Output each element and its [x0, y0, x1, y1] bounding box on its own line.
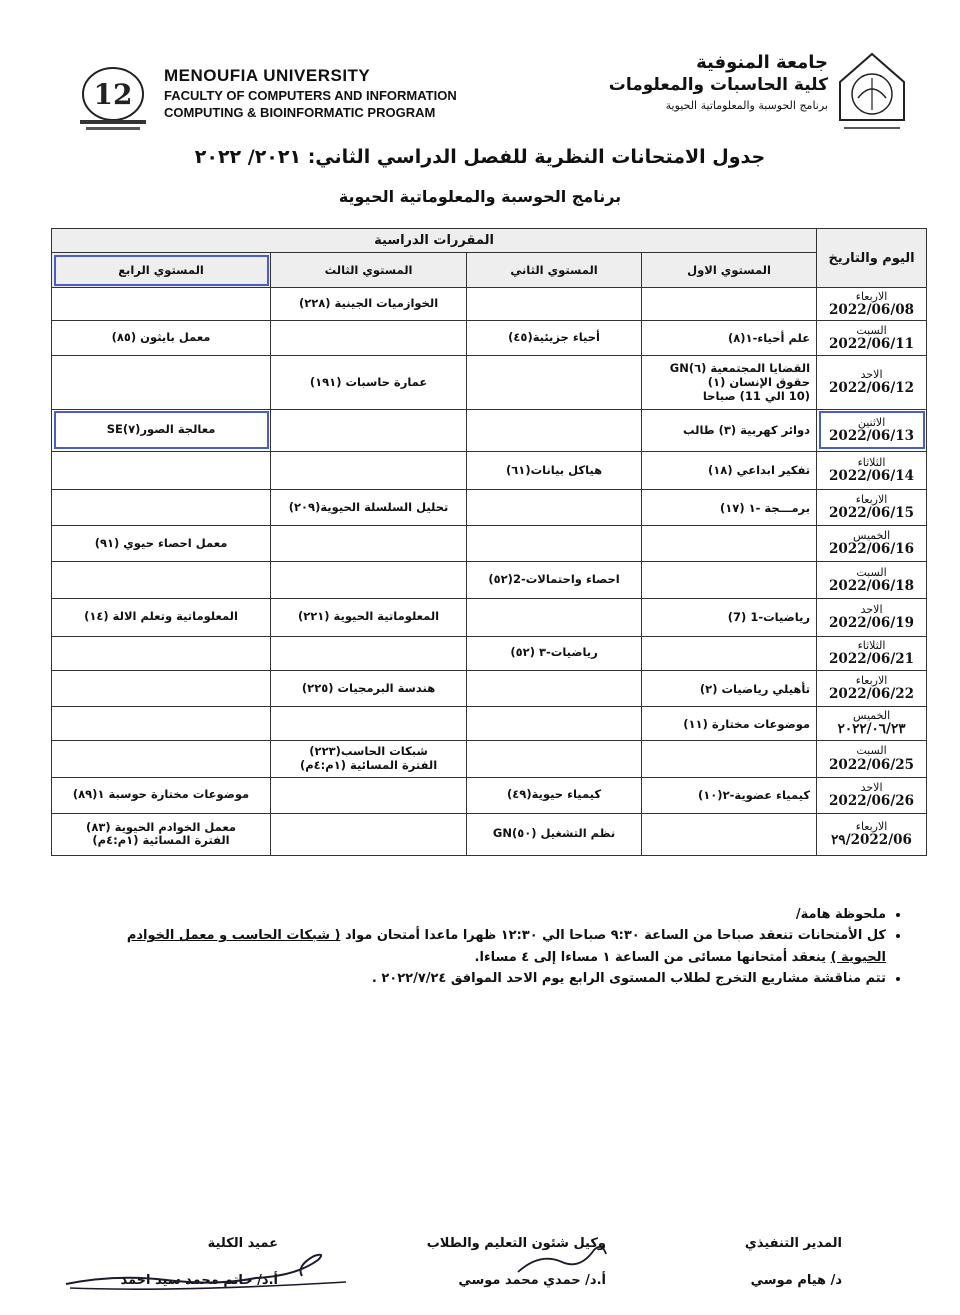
note-exam-times-evening: ينعقد أمتحانها مسائى من الساعة ١ مساءا إلى ٤ مساءا.: [474, 949, 831, 965]
day-name: السبت: [856, 565, 887, 579]
day-date-cell: [817, 813, 927, 855]
course-name: هياكل بيانات(٦١): [506, 462, 603, 477]
level-1-course-cell: [642, 813, 817, 855]
table-row: [52, 356, 927, 409]
table-row: [52, 490, 927, 526]
day-name: الاربعاء: [855, 674, 888, 688]
note-graduation-projects: • تتم مناقشة مشاريع التخرج لطلاب المستوى الرابع يوم الاحد الموافق ٢٠٢٢/٧/٢٤ .: [80, 968, 886, 989]
course-name: الخوازميات الجينية (٢٢٨): [298, 296, 439, 311]
level-3-course-cell: [271, 777, 467, 813]
dean-name: أ.د/ حاتم محمد سيد احمد: [120, 1273, 278, 1288]
svg-text:12: 12: [93, 78, 133, 111]
exam-date: 2022/06/21: [829, 650, 915, 667]
level-1-course-cell: [642, 670, 817, 706]
executive-title: المدير التنفيذي: [744, 1236, 842, 1251]
day-name: السبت: [856, 744, 887, 758]
level-4-course-cell: [52, 741, 271, 777]
table-row: [52, 321, 927, 356]
faculty-name-ar: كلية الحاسبات والمعلومات: [608, 75, 828, 95]
page-title: جدول الامتحانات النظرية للفصل الدراسي الثاني: ٢٠٢١/ ٢٠٢٢: [194, 146, 766, 168]
level-1-course-cell: [642, 526, 817, 562]
day-date-cell: [817, 562, 927, 598]
table-row: [52, 777, 927, 813]
university-name-ar: جامعة المنوفية: [696, 52, 828, 73]
table-row: [52, 562, 927, 598]
exam-date: 2022/06/26: [829, 792, 915, 809]
arabic-header: [609, 52, 828, 112]
level-2-course-cell: [467, 670, 642, 706]
level-1-course-cell: [642, 777, 817, 813]
course-name: احصاء واحتمالات-2(٥٢): [488, 572, 620, 587]
level-3-course-cell: [271, 598, 467, 636]
level-3-course-cell: [271, 321, 467, 356]
exam-date: 2022/06/12: [829, 380, 915, 397]
level-2-course-cell: [467, 451, 642, 489]
note-exam-times: [80, 925, 886, 968]
day-name: الخميس: [852, 529, 891, 543]
table-row: [52, 636, 927, 670]
level-4-course-cell: [52, 636, 271, 670]
level-1-course-cell: [642, 409, 817, 451]
level-2-course-cell: [467, 490, 642, 526]
level-2-course-cell: [467, 598, 642, 636]
note-exam-times-text: كل الأمتحانات تنعقد صباحا من الساعة ٩:٣٠ صباحا الي ١٢:٣٠ ظهرا ماعدا أمتحان مواد: [340, 928, 886, 944]
course-name: المعلوماتية وتعلم الالة (١٤): [84, 609, 238, 624]
day-date-cell: [817, 777, 927, 813]
course-name: معمل بايثون (٨٥): [111, 330, 211, 345]
course-name: رياضيات-1 (7): [727, 610, 811, 625]
course-name: عمارة حاسبات (١٩١): [309, 374, 428, 389]
program-name-en: COMPUTING & BIOINFORMATIC PROGRAM: [164, 105, 436, 120]
university-name-en: MENOUFIA UNIVERSITY: [164, 66, 371, 85]
day-name: الاثنين: [857, 415, 886, 429]
level-1-course-cell: [642, 707, 817, 741]
course-name: معالجة الصور(٧)SE: [106, 422, 216, 437]
level-2-course-cell: [467, 356, 642, 409]
exam-date: 2022/06/13: [829, 427, 915, 444]
level-3-course-cell: [271, 636, 467, 670]
level-4-course-cell: [52, 409, 271, 451]
dean-title: عميد الكلية: [207, 1236, 278, 1251]
level-3-course-cell: [271, 490, 467, 526]
course-name: المعلوماتية الحيوية (٢٢١): [297, 609, 440, 624]
day-name: الخميس: [852, 709, 891, 723]
level-1-course-cell: [642, 598, 817, 636]
day-name: الاحد: [860, 368, 883, 382]
exam-date: 2022/06/٢٩: [831, 831, 912, 848]
level-1-course-cell: [642, 451, 817, 489]
table-row: [52, 451, 927, 489]
level-4-course-cell: [52, 288, 271, 321]
day-date-cell: [817, 288, 927, 321]
course-name: القضايا المجتمعية (٦)GN حقوق الإنسان (١) (10 الي 11) صباحا: [669, 361, 811, 404]
day-date-cell: [817, 321, 927, 356]
table-row: [52, 813, 927, 855]
level-3-course-cell: [271, 707, 467, 741]
course-name: رياضيات-٣ (٥٢): [510, 645, 598, 660]
level-1-course-cell: [642, 321, 817, 356]
university-seal: [836, 50, 908, 140]
level-4-course-cell: [52, 562, 271, 598]
level-2-course-cell: [467, 409, 642, 451]
exam-date: 2022/06/22: [829, 686, 915, 703]
day-name: الاحد: [860, 602, 883, 616]
day-name: الثلاثاء: [857, 455, 886, 469]
vice-dean-title: وكيل شئون التعليم والطلاب: [426, 1236, 606, 1251]
signature-executive: [745, 1236, 842, 1288]
course-name: موضوعات مختارة حوسبة ١(٨٩): [72, 787, 250, 802]
level-3-course-cell: [271, 409, 467, 451]
exam-date: 2022/06/14: [829, 468, 915, 485]
exam-date: 2022/06/16: [829, 541, 915, 558]
level-2-course-cell: [467, 813, 642, 855]
day-name: السبت: [856, 323, 887, 337]
course-name: موضوعات مختارة (١١): [683, 716, 811, 731]
exam-date: ٢٠٢٢/٠٦/٢٣: [837, 721, 906, 738]
level-2-course-cell: [467, 321, 642, 356]
level-1-course-cell: [642, 490, 817, 526]
course-name: تحليل السلسلة الحيوية(٢٠٩): [288, 499, 449, 514]
level-3-header: المستوي الثالث: [271, 253, 467, 288]
exam-date: 2022/06/19: [829, 614, 915, 631]
day-date-cell: [817, 526, 927, 562]
course-name: كيمياء عضوية-٢(١٠): [697, 788, 811, 803]
day-date-cell: [817, 741, 927, 777]
vice-dean-handwritten-signature: [510, 1232, 620, 1290]
level-2-course-cell: [467, 777, 642, 813]
level-1-course-cell: [642, 636, 817, 670]
level-4-course-cell: [52, 490, 271, 526]
level-4-course-cell: [52, 707, 271, 741]
level-3-course-cell: [271, 741, 467, 777]
note-exam-times-subjects: ( شبكات الحاسب و معمل الخوادم الحيوية ): [126, 928, 886, 965]
level-3-course-cell: [271, 526, 467, 562]
course-name: تفكير ابداعي (١٨): [708, 463, 811, 478]
table-row: [52, 409, 927, 451]
table-row: [52, 526, 927, 562]
level-4-course-cell: [52, 598, 271, 636]
level-3-course-cell: [271, 670, 467, 706]
day-name: الاربعاء: [855, 493, 888, 507]
faculty-name-en: FACULTY OF COMPUTERS AND INFORMATION: [164, 88, 457, 103]
level-3-course-cell: [271, 451, 467, 489]
level-2-header: المستوي الثاني: [467, 253, 642, 288]
program-name-ar: برنامج الحوسبة والمعلوماتية الحيوية: [665, 99, 828, 112]
exam-date: 2022/06/18: [829, 577, 915, 594]
day-date-cell: [817, 598, 927, 636]
day-date-cell: [817, 451, 927, 489]
exam-schedule-table: [51, 228, 926, 856]
table-row: [52, 707, 927, 741]
letterhead: [0, 40, 960, 140]
level-4-course-cell: [52, 321, 271, 356]
level-4-course-cell: [52, 777, 271, 813]
exam-date: 2022/06/08: [829, 301, 915, 318]
course-name: معمل الخوادم الحيوية (٨٣) الفترة المسائية (١م:٤م): [86, 819, 236, 848]
level-4-course-cell: [52, 356, 271, 409]
level-3-course-cell: [271, 562, 467, 598]
level-4-course-cell: [52, 813, 271, 855]
level-3-course-cell: [271, 288, 467, 321]
table-row: [52, 288, 927, 321]
dean-handwritten-signature: [56, 1236, 356, 1298]
exam-date: 2022/06/25: [829, 756, 915, 773]
day-name: الاحد: [860, 780, 883, 794]
faculty-logo: [72, 64, 154, 136]
exam-date: 2022/06/11: [829, 335, 915, 352]
course-name: هندسة البرمجيات (٢٢٥): [301, 680, 436, 695]
course-name: معمل احصاء حيوي (٩١): [94, 535, 228, 550]
level-1-course-cell: [642, 562, 817, 598]
course-name: تأهيلي رياضيات (٢): [699, 681, 811, 696]
notes-heading: • ملحوظة هامة/: [80, 904, 886, 925]
day-name: الاربعاء: [855, 819, 888, 833]
day-date-header: اليوم والتاريخ: [817, 229, 927, 288]
day-name: الاربعاء: [855, 289, 888, 303]
day-name: الثلاثاء: [857, 638, 886, 652]
table-row: [52, 741, 927, 777]
english-header: [164, 66, 457, 120]
level-2-course-cell: [467, 741, 642, 777]
level-1-header: المستوي الاول: [642, 253, 817, 288]
level-3-course-cell: [271, 813, 467, 855]
level-2-course-cell: [467, 562, 642, 598]
level-3-course-cell: [271, 356, 467, 409]
day-date-cell: [817, 356, 927, 409]
page-subtitle: برنامج الحوسبة والمعلوماتية الحيوية: [338, 187, 622, 206]
level-2-course-cell: [467, 636, 642, 670]
day-date-cell: [817, 490, 927, 526]
day-date-cell: [817, 409, 927, 451]
day-date-cell: [817, 707, 927, 741]
level-1-course-cell: [642, 741, 817, 777]
table-row: [52, 670, 927, 706]
level-2-course-cell: [467, 526, 642, 562]
level-1-course-cell: [642, 356, 817, 409]
course-name: أحياء جزيئية(٤٥): [508, 330, 600, 345]
level-4-header: المستوي الرابع: [52, 253, 271, 288]
course-name: نظم التشغيل (٥٠)GN: [492, 826, 616, 841]
course-name: شبكات الحاسب(٢٢٣) الفترة المسائية (١م:٤م): [299, 744, 438, 772]
courses-header: المقررات الدراسية: [52, 229, 817, 253]
level-1-course-cell: [642, 288, 817, 321]
course-name: دوائر كهربية (٣) طالب: [682, 423, 811, 438]
executive-name: د/ هيام موسي: [750, 1273, 842, 1288]
notes-section: [80, 904, 908, 990]
vice-dean-name: أ.د/ حمدي محمد موسي: [458, 1273, 606, 1288]
course-name: كيمياء حيوية(٤٩): [507, 787, 602, 802]
level-4-course-cell: [52, 526, 271, 562]
level-4-course-cell: [52, 670, 271, 706]
table-row: [52, 598, 927, 636]
level-4-course-cell: [52, 451, 271, 489]
day-date-cell: [817, 636, 927, 670]
course-name: برمـــجة -١ (١٧): [720, 500, 811, 515]
level-2-course-cell: [467, 707, 642, 741]
day-date-cell: [817, 670, 927, 706]
exam-date: 2022/06/15: [829, 505, 915, 522]
course-name: علم أحياء-١(٨): [727, 331, 811, 346]
level-2-course-cell: [467, 288, 642, 321]
